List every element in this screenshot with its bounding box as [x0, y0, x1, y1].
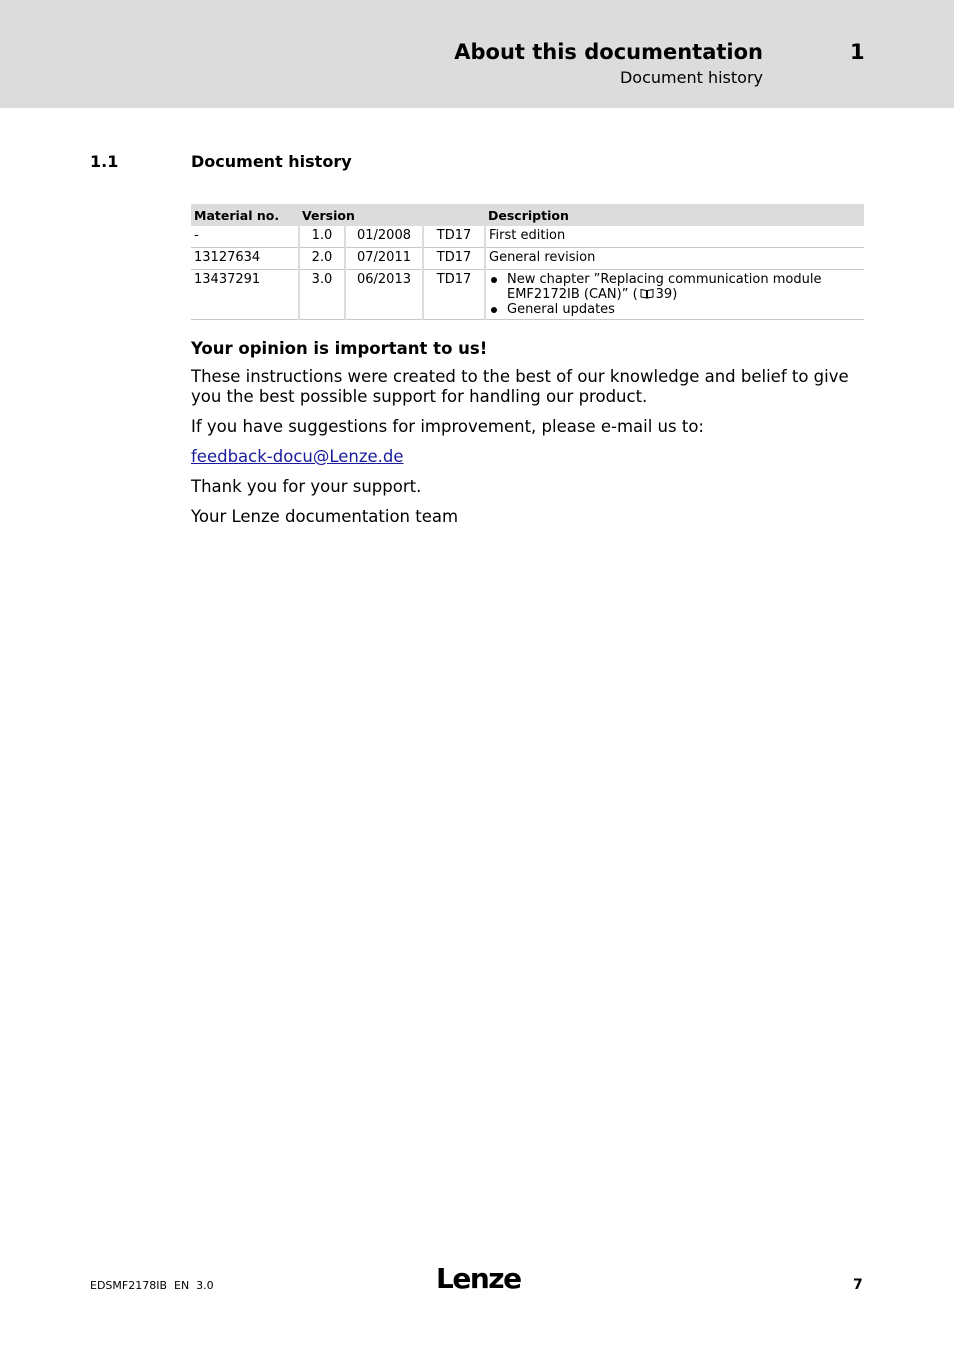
chapter-title: About this documentation	[454, 40, 763, 64]
signature-text: Your Lenze documentation team	[191, 507, 459, 526]
cell-author: TD17	[423, 248, 485, 270]
lenze-logo: Lenze	[436, 1262, 521, 1295]
feedback-paragraph: If you have suggestions for improvement, please e-mail us to:	[191, 417, 704, 436]
header-description: Description	[485, 204, 864, 226]
section-number: 1.1	[90, 152, 119, 171]
cell-material: 13437291	[191, 270, 299, 320]
cell-description: General revision	[485, 248, 864, 270]
cell-material: -	[191, 226, 299, 248]
chapter-number: 1	[850, 40, 865, 64]
cell-material: 13127634	[191, 248, 299, 270]
page-reference: 39)	[655, 287, 678, 302]
thanks-text: Thank you for your support.	[191, 477, 422, 496]
cell-date: 06/2013	[345, 270, 423, 320]
cell-author: TD17	[423, 226, 485, 248]
chapter-subtitle: Document history	[619, 68, 763, 87]
feedback-paragraph: These instructions were created to the best of our knowledge and belief to give you the best possible support for handling our product.	[191, 367, 849, 406]
cell-date: 01/2008	[345, 226, 423, 248]
cell-version: 2.0	[299, 248, 345, 270]
cell-description: First edition	[485, 226, 864, 248]
table-row	[191, 226, 864, 248]
bullet-text: New chapter ”Replacing communication module EMF2172IB (CAN)” (	[507, 272, 822, 302]
cell-author: TD17	[423, 270, 485, 320]
cell-description	[485, 270, 864, 320]
table-header-row	[191, 204, 864, 226]
book-icon	[640, 288, 654, 299]
cell-date: 07/2011	[345, 248, 423, 270]
header-material: Material no.	[191, 204, 299, 226]
page-number: 7	[853, 1277, 863, 1293]
header-version: Version	[299, 204, 485, 226]
bullet-item: General updates	[489, 302, 861, 317]
feedback-email-link[interactable]: feedback-docu@Lenze.de	[191, 447, 404, 466]
feedback-heading: Your opinion is important to us!	[191, 339, 488, 358]
table-row	[191, 248, 864, 270]
section-title: Document history	[191, 152, 352, 171]
table-row	[191, 270, 864, 320]
bullet-item	[489, 272, 861, 302]
cell-version: 1.0	[299, 226, 345, 248]
cell-version: 3.0	[299, 270, 345, 320]
document-id: EDSMF2178IB EN 3.0	[90, 1279, 214, 1292]
document-history-table	[191, 204, 864, 320]
